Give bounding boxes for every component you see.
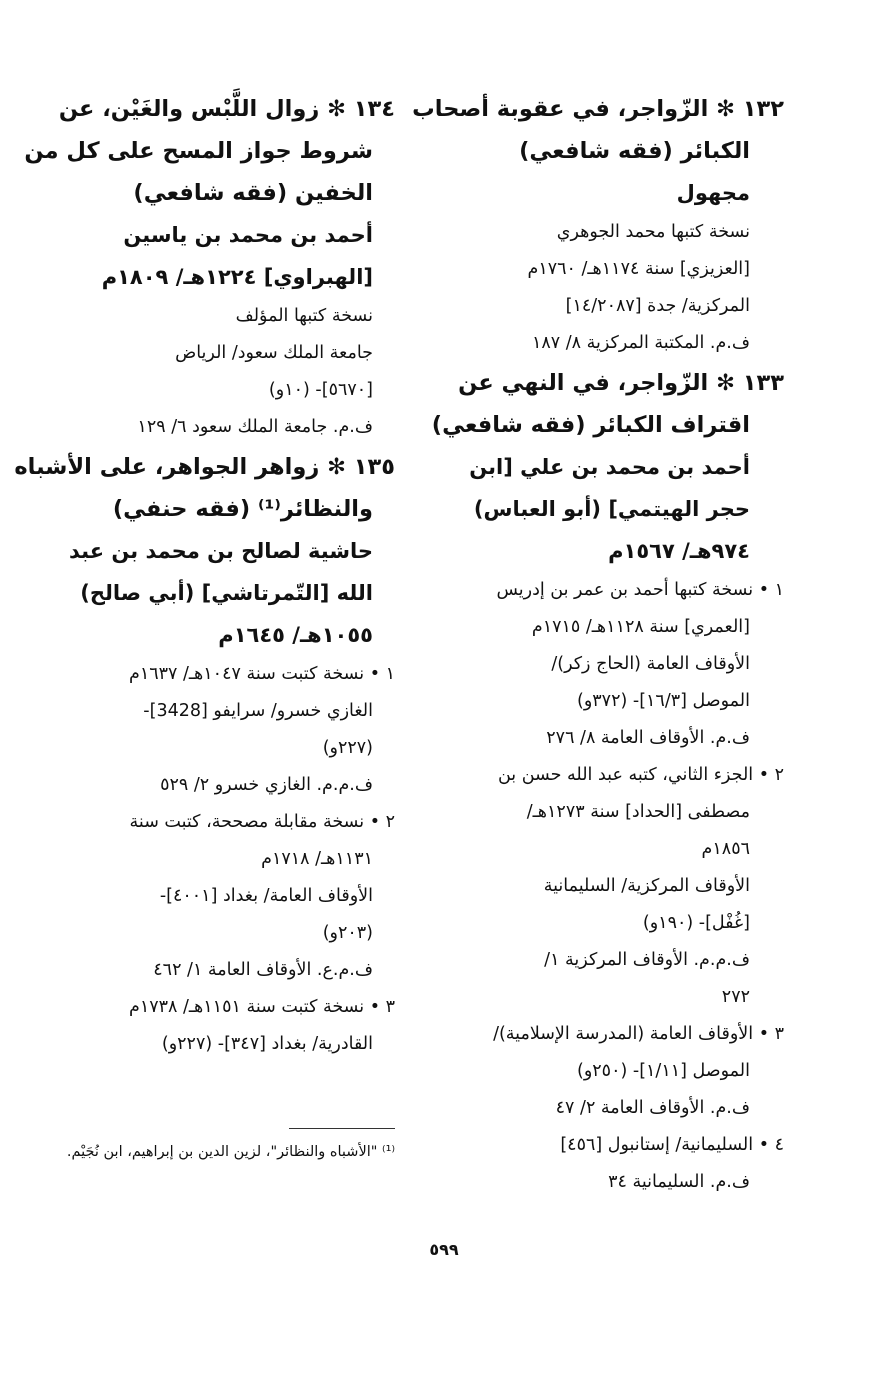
right-column-line: ١٣٢ ✻ الزّواجر، في عقوبة أصحاب [412, 96, 784, 122]
left-column-line: جامعة الملك سعود/ الرياض [175, 343, 373, 363]
right-column-line: اقتراف الكبائر (فقه شافعي) [431, 412, 750, 438]
left-column-line: [٥٦٧٠]- (١٠و) [268, 380, 373, 400]
left-column-line: أحمد بن محمد بن ياسين [123, 223, 373, 247]
right-column-line: المركزية/ جدة [١٤/٢٠٨٧] [565, 296, 750, 316]
left-column-line: الغازي خسرو/ سرايفو [3428]- [143, 701, 373, 721]
right-column-line: مصطفى [الحداد] سنة ١٢٧٣هـ/ [526, 802, 750, 822]
left-column-line: شروط جواز المسح على كل من [24, 138, 373, 164]
right-column-line: الكبائر (فقه شافعي) [519, 138, 750, 164]
right-column-line: الموصل [١٦/٣]- (٣٧٢و) [577, 691, 750, 711]
right-column-line: مجهول [676, 181, 750, 205]
right-column-line: نسخة كتبها محمد الجوهري [556, 222, 750, 242]
left-column-line: (٢٠٣و) [322, 923, 373, 943]
right-column-line: ٩٧٤هـ/ ١٥٦٧م [608, 539, 750, 563]
right-column-line: الأوقاف المركزية/ السليمانية [543, 876, 750, 896]
right-column-line: حجر الهيتمي] (أبو العباس) [473, 497, 750, 521]
left-column-line: (٢٢٧و) [322, 738, 373, 758]
right-column-line: ١٣٣ ✻ الزّواجر، في النهي عن [458, 370, 784, 396]
right-column-line: ف.م. السليمانية ٣٤ [608, 1172, 750, 1192]
right-column-line: [العزيزي] سنة ١١٧٤هـ/ ١٧٦٠م [527, 259, 750, 279]
left-column-line: ٢ • نسخة مقابلة مصححة، كتبت سنة [129, 812, 395, 832]
left-column-line: ١٣٤ ✻ زوال اللَّبْس والغَيْن، عن [58, 96, 395, 122]
right-column-line: [غُفْل]- (١٩٠و) [642, 913, 750, 933]
footnote: ⁽¹⁾ "الأشباه والنظائر"، لزين الدين بن إبراهيم، ابن نُجَيْم. [66, 1144, 395, 1160]
right-column-line: أحمد بن محمد بن علي [ابن [469, 455, 750, 479]
right-column-line: ٢٧٢ [721, 987, 750, 1007]
left-column-line: حاشية لصالح بن محمد بن عبد [69, 539, 373, 563]
left-column-line: ٣ • نسخة كتبت سنة ١١٥١هـ/ ١٧٣٨م [129, 997, 395, 1017]
left-column-line: ١٠٥٥هـ/ ١٦٤٥م [218, 623, 373, 647]
right-column-line: الأوقاف العامة (الحاج زكر)/ [551, 654, 750, 674]
right-column-line: ف.م. المكتبة المركزية ٨/ ١٨٧ [532, 333, 750, 353]
right-column [412, 88, 784, 1201]
right-column-line: ١٨٥٦م [701, 839, 750, 859]
right-column-line: [العمري] سنة ١١٢٨هـ/ ١٧١٥م [531, 617, 750, 637]
footnote-separator [289, 1128, 395, 1129]
left-column-line: ١١٣١هـ/ ١٧١٨م [261, 849, 373, 869]
right-column-line: ٤ • السليمانية/ إستانبول [٤٥٦] [560, 1135, 784, 1155]
left-column-line: الله [التّمرتاشي] (أبي صالح) [80, 581, 373, 605]
right-column-line: ف.م. الأوقاف العامة ٢/ ٤٧ [555, 1098, 750, 1118]
left-column-line: ف.م.م. الغازي خسرو ٢/ ٥٢٩ [160, 775, 373, 795]
left-column-line: الأوقاف العامة/ بغداد [٤٠٠١]- [159, 886, 373, 906]
left-column-line: ١ • نسخة كتبت سنة ١٠٤٧هـ/ ١٦٣٧م [129, 664, 395, 684]
left-column-line: ف.م. جامعة الملك سعود ٦/ ١٢٩ [137, 417, 373, 437]
left-column-line: [الهبراوي] ١٢٢٤هـ/ ١٨٠٩م [101, 265, 373, 289]
left-column-line: ١٣٥ ✻ زواهر الجواهر، على الأشباه [14, 454, 395, 480]
right-column-line: ١ • نسخة كتبها أحمد بن عمر بن إدريس [496, 580, 784, 600]
left-column [14, 88, 395, 1063]
right-column-line: ف.م. الأوقاف العامة ٨/ ٢٧٦ [546, 728, 750, 748]
left-column-line: نسخة كتبها المؤلف [235, 306, 373, 326]
right-column-line: الموصل [١/١١]- (٢٥٠و) [577, 1061, 750, 1081]
right-column-line: ٢ • الجزء الثاني، كتبه عبد الله حسن بن [497, 765, 784, 785]
right-column-line: ف.م.م. الأوقاف المركزية ١/ [544, 950, 750, 970]
left-column-line: الخفين (فقه شافعي) [133, 180, 373, 206]
right-column-line: ٣ • الأوقاف العامة (المدرسة الإسلامية)/ [493, 1024, 784, 1044]
page-number: ٥٩٩ [429, 1240, 459, 1259]
left-column-line: ف.م.ع. الأوقاف العامة ١/ ٤٦٢ [153, 960, 373, 980]
left-column-line: والنظائر⁽¹⁾ (فقه حنفي) [112, 496, 373, 522]
left-column-line: القادرية/ بغداد [٣٤٧]- (٢٢٧و) [161, 1034, 373, 1054]
